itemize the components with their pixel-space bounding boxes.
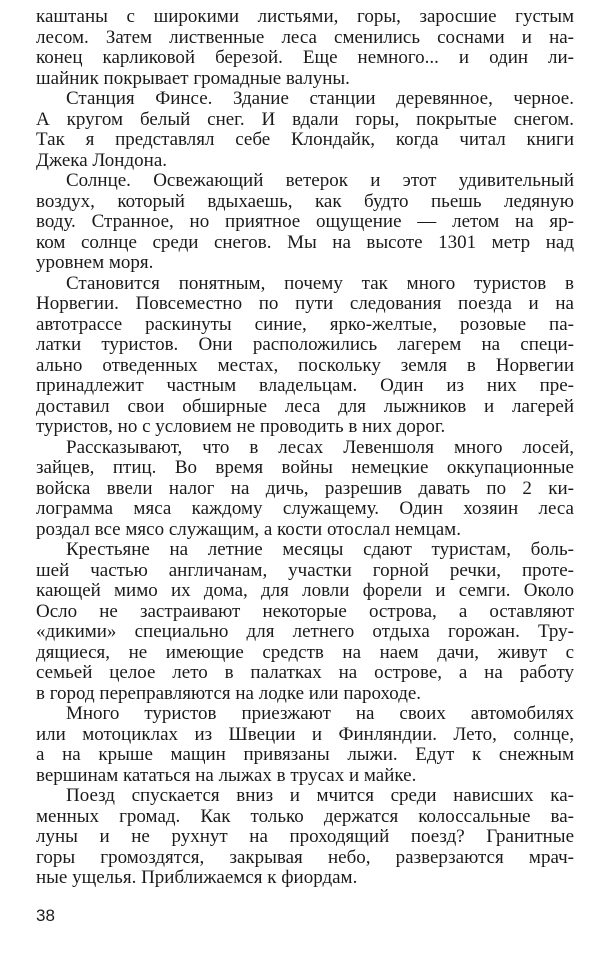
text-line: Много туристов приезжают на своих автомобилях <box>66 703 574 724</box>
text-line: «дикими» специально для летнего отдыха горожан. Тру- <box>36 621 574 642</box>
text-line: каштаны с широкими листьями, горы, заросшие густым <box>36 6 574 27</box>
page-body-text <box>36 7 574 889</box>
text-line: а на крыше мащин привязаны лыжи. Едут к снежным <box>36 744 574 765</box>
text-line: луны и не рухнут на проходящий поезд? Гранитные <box>36 826 574 847</box>
text-line: дящиеся, не имеющие средств на наем дачи, живут с <box>36 641 574 663</box>
text-line: воду. Странное, но приятное ощущение — летом на яр- <box>36 211 574 232</box>
text-line: менных громад. Как только держатся колоссальные ва- <box>36 805 574 827</box>
text-line: зайцев, птиц. Во время войны немецкие оккупационные <box>36 457 574 478</box>
text-line: воздух, который вдыхаешь, как будто пьешь ледяную <box>36 190 574 212</box>
text-line: Норвегии. Повсеместно по пути следования поезда и на <box>36 293 574 314</box>
paragraph <box>36 89 574 171</box>
text-line: ально отведенных местах, поскольку земля в Норвегии <box>36 354 574 376</box>
text-line: семьей целое лето в палатках на острове, а на работу <box>36 662 574 683</box>
text-line: шей частью англичанам, участки горной речки, проте- <box>36 559 574 581</box>
text-line: латки туристов. Они расположились лагерем на специ- <box>36 334 574 355</box>
text-line: туристов, но с условием не проводить в них дорог. <box>36 416 446 437</box>
paragraph <box>36 7 574 89</box>
text-line: конец карликовой березой. Еще немного... и один ли- <box>36 47 574 68</box>
text-line: Станция Финсе. Здание станции деревянное, черное. <box>66 88 574 109</box>
text-line: горы громоздятся, закрывая небо, разверзаются мрач- <box>36 846 574 868</box>
text-line: доставил свои обширные леса для лыжников и лагерей <box>36 395 574 417</box>
paragraph <box>36 704 574 786</box>
text-line: ком солнце среди снегов. Мы на высоте 1301 метр над <box>36 231 574 253</box>
text-line: Становится понятным, почему так много туристов в <box>66 272 574 294</box>
text-line: Солнце. Освежающий ветерок и этот удивительный <box>66 170 574 191</box>
text-line: роздал все мясо служащим, а кости отослал немцам. <box>36 518 461 540</box>
text-line: кающей мимо их дома, для ловли форели и семги. Около <box>36 580 574 601</box>
text-line: шайник покрывает громадные валуны. <box>36 67 350 89</box>
text-line: лесом. Затем лиственные леса сменились соснами и на- <box>36 26 574 48</box>
text-line: Джека Лондона. <box>36 149 167 171</box>
text-line: или мотоциклах из Швеции и Финляндии. Лето, солнце, <box>36 723 574 745</box>
text-line: автотрассе раскинуты синие, ярко-желтые, розовые па- <box>36 313 574 335</box>
text-line: Рассказывают, что в лесах Левеншоля много лосей, <box>66 436 574 458</box>
text-line: Крестьяне на летние месяцы сдают туристам, боль- <box>66 539 574 560</box>
text-line: Поезд спускается вниз и мчится среди нависших ка- <box>66 785 574 806</box>
text-line: уровнем моря. <box>36 252 154 273</box>
text-line: А кругом белый снег. И вдали горы, покрытые снегом. <box>36 108 574 130</box>
text-line: Осло не застраивают некоторые острова, а оставляют <box>36 600 574 622</box>
text-line: принадлежит частным владельцам. Один из них пре- <box>36 375 574 396</box>
paragraph <box>36 438 574 541</box>
paragraph <box>36 540 574 704</box>
text-line: в город переправляются на лодке или пароходе. <box>36 682 422 704</box>
text-line: Так я представлял себе Клондайк, когда читал книги <box>36 129 574 150</box>
text-line: войска ввели налог на дичь, разрешив давать по 2 ки- <box>36 477 574 499</box>
paragraph <box>36 786 574 889</box>
text-line: лограмма мяса каждому служащему. Один хозяин леса <box>36 498 574 519</box>
paragraph <box>36 274 574 438</box>
text-line: вершинам кататься на лыжах в трусах и майке. <box>36 764 417 786</box>
paragraph <box>36 171 574 274</box>
page-number: 38 <box>36 906 55 925</box>
text-line: ные ущелья. Приближаемся к фиордам. <box>36 867 358 888</box>
